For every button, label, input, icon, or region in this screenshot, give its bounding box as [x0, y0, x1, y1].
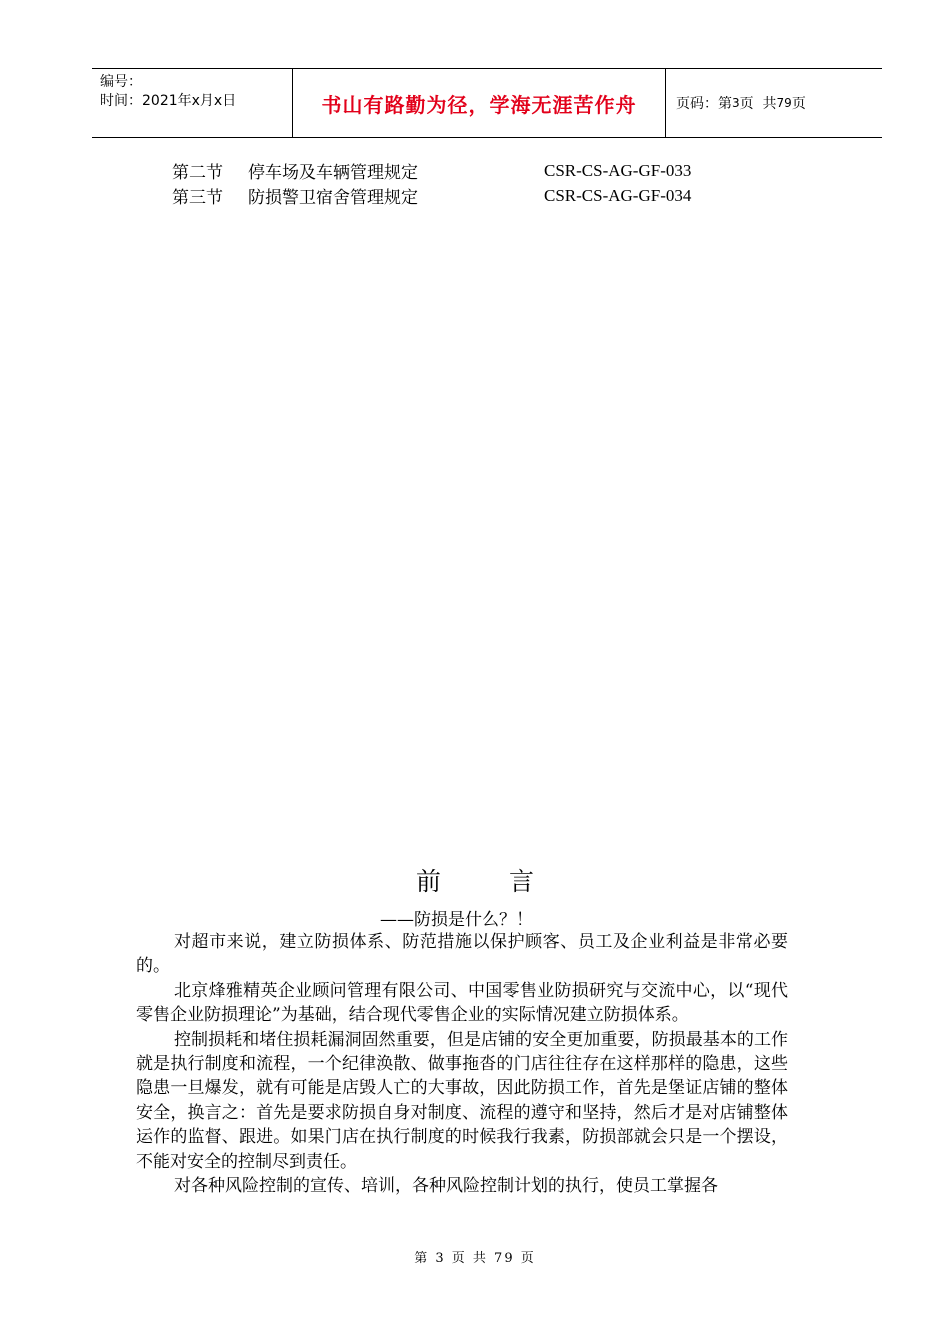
page-header	[92, 68, 882, 138]
body-paragraph: 对超市来说，建立防损体系、防范措施以保护顾客、员工及企业利益是非常必要的。	[136, 932, 788, 977]
article-body	[136, 930, 788, 1198]
page-prefix: 页码：第	[676, 96, 732, 112]
page-mid: 页 共	[739, 96, 777, 112]
page-footer: 第 3 页 共 79 页	[414, 1251, 536, 1266]
page-total: 79	[776, 96, 792, 110]
toc-item[interactable]	[172, 183, 691, 208]
toc-item[interactable]	[172, 158, 691, 183]
body-paragraph: 对各种风险控制的宣传、培训，各种风险控制计划的执行，使员工掌握各	[174, 1176, 718, 1197]
toc-section: 第三节	[172, 188, 223, 208]
header-motto: 书山有路勤为径，学海无涯苦作舟	[293, 69, 666, 137]
body-paragraph: 北京烽雅精英企业顾问管理有限公司、中国零售业防损研究与交流中心，以“现代零售企业防损理论”为基础，结合现代零售企业的实际情况建立防损体系。	[136, 980, 788, 1026]
document-time-label: 时间：2021年x月x日	[100, 93, 237, 109]
article-title: 前 言	[416, 867, 564, 896]
page-current: 3	[732, 96, 740, 110]
page-suffix: 页	[791, 96, 806, 112]
table-of-contents	[172, 158, 691, 208]
toc-title: 停车场及车辆管理规定	[248, 163, 418, 183]
toc-title: 防损警卫宿舍管理规定	[248, 188, 418, 208]
body-paragraph: 控制损耗和堵住损耗漏洞固然重要，但是店铺的安全更加重要，防损最基本的工作就是执行制度和流程，一个纪律涣散、做事拖沓的门店往往存在这样那样的隐患，这些隐患一旦爆发，就有可能是店毁人亡的大事故，因此防损工作，首先是堡证店铺的整体安全，换言之：首先是要求防损自身对制度、流程的遵守和坚持，然后才是对店铺整体运作的监督、跟进。如果门店在执行制度的时候我行我素，防损部就会只是一个摆设，不能对安全的控制尽到责任。	[136, 1029, 788, 1172]
header-meta	[92, 69, 293, 137]
header-page-number	[666, 69, 882, 137]
document-number-label: 编号：	[100, 74, 142, 90]
toc-section: 第二节	[172, 163, 223, 183]
toc-code: CSR-CS-AG-GF-033	[544, 160, 692, 180]
toc-code: CSR-CS-AG-GF-034	[544, 185, 692, 205]
article-subtitle: ——防损是什么？！	[380, 910, 533, 930]
